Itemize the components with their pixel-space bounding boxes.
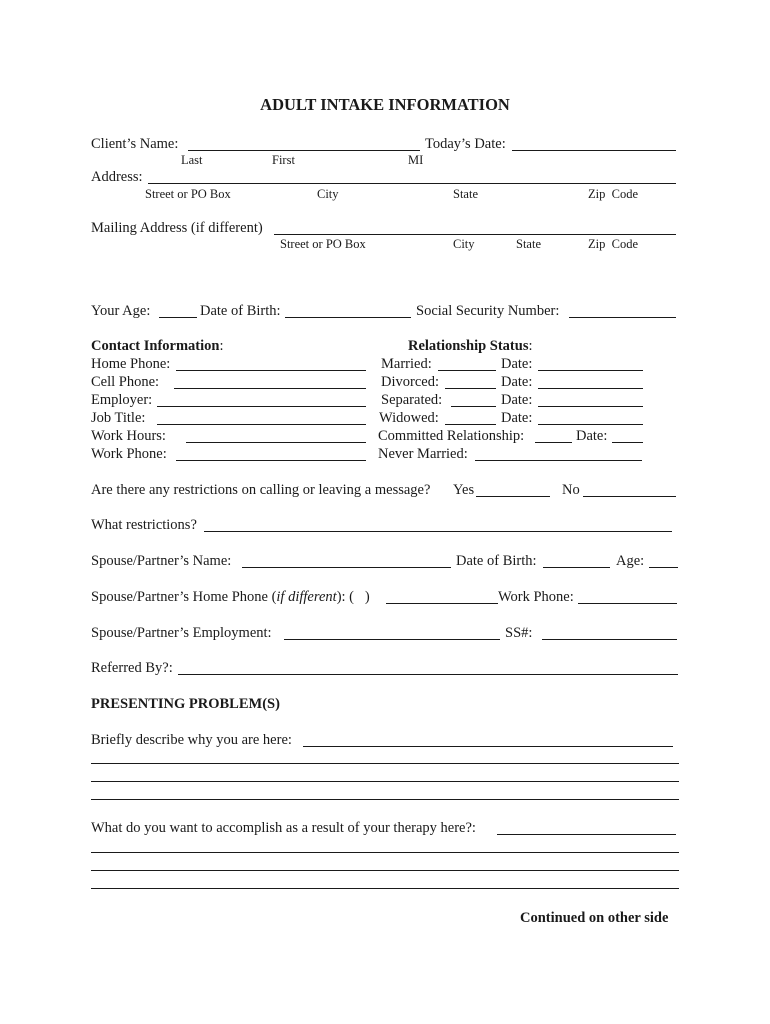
contact-heading [91, 338, 224, 354]
client-name-sub-last: Last [181, 153, 203, 167]
committed-field[interactable] [535, 442, 572, 443]
spouse-home-phone-label [91, 589, 370, 605]
relationship-heading-text: Relationship Status [408, 338, 529, 354]
referred-by-label: Referred By?: [91, 660, 173, 676]
address-label: Address: [91, 169, 143, 185]
never-married-field[interactable] [475, 460, 642, 461]
accomplish-line-4[interactable] [91, 888, 679, 889]
restrictions-no-label: No [562, 482, 580, 498]
accomplish-label: What do you want to accomplish as a result of your therapy here?: [91, 820, 476, 836]
spouse-name-field[interactable] [242, 567, 451, 568]
spouse-ss-label: SS#: [505, 625, 533, 641]
mailing-address-label: Mailing Address (if different) [91, 220, 263, 236]
married-label: Married: [381, 356, 432, 372]
separated-field[interactable] [451, 406, 496, 407]
spouse-dob-field[interactable] [543, 567, 610, 568]
why-here-field[interactable] [303, 746, 673, 747]
why-here-label: Briefly describe why you are here: [91, 732, 292, 748]
client-name-sub-first: First [272, 153, 295, 167]
separated-date-label: Date: [501, 392, 533, 408]
dob-field[interactable] [285, 317, 411, 318]
if-different-text: if different [276, 589, 337, 605]
age-label: Your Age: [91, 303, 151, 319]
committed-date-label: Date: [576, 428, 608, 444]
continued-note: Continued on other side [520, 910, 669, 926]
spouse-ss-field[interactable] [542, 639, 677, 640]
restrictions-question: Are there any restrictions on calling or leaving a message? [91, 482, 431, 498]
cell-phone-field[interactable] [174, 388, 366, 389]
accomplish-field[interactable] [497, 834, 676, 835]
work-hours-label: Work Hours: [91, 428, 166, 444]
contact-heading-text: Contact Information [91, 338, 220, 354]
separated-label: Separated: [381, 392, 443, 408]
page-title: ADULT INTAKE INFORMATION [260, 95, 510, 114]
why-here-line-3[interactable] [91, 781, 679, 782]
address-field[interactable] [148, 183, 676, 184]
widowed-date-field[interactable] [538, 424, 643, 425]
committed-date-field[interactable] [612, 442, 643, 443]
spouse-home-phone-paren: ): ( ) [336, 589, 370, 605]
contact-heading-colon: : [219, 338, 224, 354]
spouse-work-phone-label: Work Phone: [498, 589, 574, 605]
ssn-field[interactable] [569, 317, 676, 318]
cell-phone-label: Cell Phone: [91, 374, 160, 390]
spouse-age-field[interactable] [649, 567, 678, 568]
todays-date-field[interactable] [512, 150, 676, 151]
work-phone-label: Work Phone: [91, 446, 167, 462]
address-sub-street: Street or PO Box [145, 187, 231, 201]
work-hours-field[interactable] [186, 442, 366, 443]
client-name-field[interactable] [188, 150, 420, 151]
mailing-sub-street: Street or PO Box [280, 237, 366, 251]
client-name-sub-mi: MI [408, 153, 424, 167]
restrictions-no-field[interactable] [583, 496, 676, 497]
presenting-problems-heading: PRESENTING PROBLEM(S) [91, 696, 280, 712]
never-married-label: Never Married: [378, 446, 468, 462]
spouse-work-phone-field[interactable] [578, 603, 677, 604]
spouse-employment-field[interactable] [284, 639, 500, 640]
divorced-field[interactable] [445, 388, 496, 389]
divorced-date-field[interactable] [538, 388, 643, 389]
client-name-label: Client’s Name: [91, 136, 179, 152]
spouse-employment-label: Spouse/Partner’s Employment: [91, 625, 272, 641]
relationship-heading-colon: : [528, 338, 533, 354]
spouse-name-label: Spouse/Partner’s Name: [91, 553, 232, 569]
todays-date-label: Today’s Date: [425, 136, 506, 152]
spouse-age-label: Age: [616, 553, 645, 569]
spouse-home-phone-field[interactable] [386, 603, 498, 604]
home-phone-field[interactable] [176, 370, 366, 371]
work-phone-field[interactable] [176, 460, 366, 461]
address-sub-state: State [453, 187, 478, 201]
home-phone-label: Home Phone: [91, 356, 171, 372]
mailing-sub-zip: Zip Code [588, 237, 638, 251]
mailing-address-field[interactable] [274, 234, 676, 235]
mailing-sub-city: City [453, 237, 475, 251]
separated-date-field[interactable] [538, 406, 643, 407]
divorced-date-label: Date: [501, 374, 533, 390]
spouse-home-phone-text: Spouse/Partner’s Home Phone ( [91, 589, 277, 605]
mailing-sub-state: State [516, 237, 541, 251]
widowed-label: Widowed: [379, 410, 439, 426]
ssn-label: Social Security Number: [416, 303, 560, 319]
relationship-heading [408, 338, 533, 354]
divorced-label: Divorced: [381, 374, 439, 390]
married-date-field[interactable] [538, 370, 643, 371]
job-title-field[interactable] [157, 424, 366, 425]
restrictions-yes-label: Yes [453, 482, 475, 498]
employer-label: Employer: [91, 392, 153, 408]
committed-label: Committed Relationship: [378, 428, 525, 444]
spouse-dob-label: Date of Birth: [456, 553, 537, 569]
address-sub-zip: Zip Code [588, 187, 638, 201]
why-here-line-2[interactable] [91, 763, 679, 764]
what-restrictions-field[interactable] [204, 531, 672, 532]
restrictions-yes-field[interactable] [476, 496, 550, 497]
referred-by-field[interactable] [178, 674, 678, 675]
married-date-label: Date: [501, 356, 533, 372]
age-field[interactable] [159, 317, 197, 318]
employer-field[interactable] [157, 406, 366, 407]
what-restrictions-label: What restrictions? [91, 517, 197, 533]
widowed-date-label: Date: [501, 410, 533, 426]
why-here-line-4[interactable] [91, 799, 679, 800]
dob-label: Date of Birth: [200, 303, 281, 319]
accomplish-line-3[interactable] [91, 870, 679, 871]
address-sub-city: City [317, 187, 339, 201]
married-field[interactable] [438, 370, 496, 371]
accomplish-line-2[interactable] [91, 852, 679, 853]
widowed-field[interactable] [445, 424, 496, 425]
job-title-label: Job Title: [91, 410, 146, 426]
